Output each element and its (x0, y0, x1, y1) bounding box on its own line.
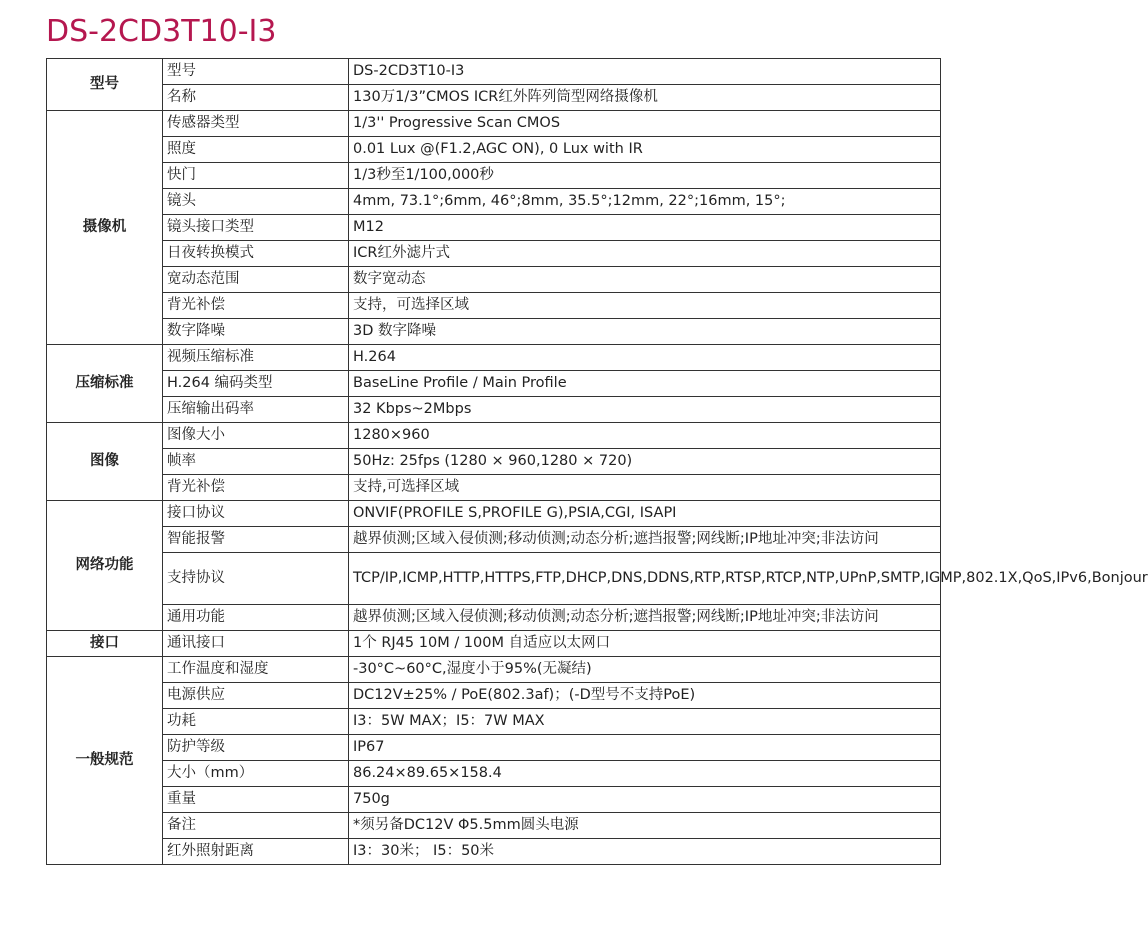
spec-row (47, 397, 941, 423)
spec-label: 数字降噪 (163, 319, 349, 345)
spec-row (47, 813, 941, 839)
page-title: DS-2CD3T10-I3 (46, 14, 277, 49)
spec-label: 镜头 (163, 189, 349, 215)
spec-row (47, 683, 941, 709)
spec-row (47, 553, 941, 605)
spec-label: 快门 (163, 163, 349, 189)
group-label: 压缩标准 (47, 345, 163, 423)
spec-label: 压缩输出码率 (163, 397, 349, 423)
spec-value: 0.01 Lux @(F1.2,AGC ON), 0 Lux with IR (349, 137, 941, 163)
spec-label: 视频压缩标准 (163, 345, 349, 371)
spec-value: 支持，可选择区域 (349, 293, 941, 319)
spec-value: IP67 (349, 735, 941, 761)
spec-label: 型号 (163, 59, 349, 85)
spec-value: 4mm, 73.1°;6mm, 46°;8mm, 35.5°;12mm, 22°;16mm, 15°; (349, 189, 941, 215)
spec-label: 功耗 (163, 709, 349, 735)
spec-value: DS-2CD3T10-I3 (349, 59, 941, 85)
spec-value: BaseLine Profile / Main Profile (349, 371, 941, 397)
spec-label: 备注 (163, 813, 349, 839)
spec-row (47, 241, 941, 267)
spec-value: 1个 RJ45 10M / 100M 自适应以太网口 (349, 631, 941, 657)
spec-value: *须另备DC12V Φ5.5mm圆头电源 (349, 813, 941, 839)
spec-label: 图像大小 (163, 423, 349, 449)
spec-row (47, 371, 941, 397)
spec-value: 50Hz: 25fps (1280 × 960,1280 × 720) (349, 449, 941, 475)
spec-label: 名称 (163, 85, 349, 111)
spec-row (47, 189, 941, 215)
spec-label: 支持协议 (163, 553, 349, 605)
spec-value: 越界侦测;区域入侵侦测;移动侦测;动态分析;遮挡报警;网线断;IP地址冲突;非法访问 (349, 605, 941, 631)
spec-label: 重量 (163, 787, 349, 813)
spec-row (47, 475, 941, 501)
spec-row (47, 709, 941, 735)
spec-row (47, 527, 941, 553)
spec-label: 传感器类型 (163, 111, 349, 137)
group-label: 图像 (47, 423, 163, 501)
spec-value: 1/3'' Progressive Scan CMOS (349, 111, 941, 137)
spec-row (47, 85, 941, 111)
spec-label: 智能报警 (163, 527, 349, 553)
spec-label: 电源供应 (163, 683, 349, 709)
spec-row (47, 319, 941, 345)
spec-label: 接口协议 (163, 501, 349, 527)
group-label: 型号 (47, 59, 163, 111)
spec-value: 750g (349, 787, 941, 813)
spec-value: H.264 (349, 345, 941, 371)
spec-value: 3D 数字降噪 (349, 319, 941, 345)
spec-row (47, 839, 941, 865)
spec-row (47, 293, 941, 319)
spec-value: 数字宽动态 (349, 267, 941, 293)
group-label: 一般规范 (47, 657, 163, 865)
spec-value: -30°C~60°C,湿度小于95%(无凝结) (349, 657, 941, 683)
spec-row (47, 631, 941, 657)
spec-value: 130万1/3”CMOS ICR红外阵列筒型网络摄像机 (349, 85, 941, 111)
spec-row (47, 267, 941, 293)
spec-label: 大小（mm） (163, 761, 349, 787)
spec-label: 通讯接口 (163, 631, 349, 657)
spec-label: 镜头接口类型 (163, 215, 349, 241)
spec-value: DC12V±25% / PoE(802.3af)；(-D型号不支持PoE) (349, 683, 941, 709)
spec-value: 越界侦测;区域入侵侦测;移动侦测;动态分析;遮挡报警;网线断;IP地址冲突;非法访问 (349, 527, 941, 553)
spec-value: 32 Kbps~2Mbps (349, 397, 941, 423)
spec-value: M12 (349, 215, 941, 241)
spec-table (46, 58, 1148, 865)
spec-value: 1/3秒至1/100,000秒 (349, 163, 941, 189)
spec-row (47, 501, 941, 527)
spec-value: I3：5W MAX；I5：7W MAX (349, 709, 941, 735)
spec-label: H.264 编码类型 (163, 371, 349, 397)
spec-value: ONVIF(PROFILE S,PROFILE G),PSIA,CGI, ISAPI (349, 501, 941, 527)
spec-row (47, 59, 941, 85)
group-label: 网络功能 (47, 501, 163, 631)
spec-label: 照度 (163, 137, 349, 163)
spec-label: 红外照射距离 (163, 839, 349, 865)
spec-value: 86.24×89.65×158.4 (349, 761, 941, 787)
spec-value: 支持,可选择区域 (349, 475, 941, 501)
spec-row (47, 163, 941, 189)
spec-value: TCP/IP,ICMP,HTTP,HTTPS,FTP,DHCP,DNS,DDNS,RTP,RTSP,RTCP,NTP,UPnP,SMTP,IGMP,802.1X,QoS,IPv6,Bonjour (349, 553, 941, 605)
spec-label: 日夜转换模式 (163, 241, 349, 267)
spec-label: 通用功能 (163, 605, 349, 631)
spec-value: 1280×960 (349, 423, 941, 449)
spec-label: 背光补偿 (163, 475, 349, 501)
spec-row (47, 761, 941, 787)
spec-row (47, 111, 941, 137)
spec-row (47, 137, 941, 163)
spec-row (47, 449, 941, 475)
spec-label: 背光补偿 (163, 293, 349, 319)
spec-label: 帧率 (163, 449, 349, 475)
spec-row (47, 423, 941, 449)
spec-value: I3：30米； I5：50米 (349, 839, 941, 865)
group-label: 摄像机 (47, 111, 163, 345)
spec-row (47, 605, 941, 631)
spec-row (47, 345, 941, 371)
spec-row (47, 657, 941, 683)
spec-row (47, 735, 941, 761)
group-label: 接口 (47, 631, 163, 657)
spec-label: 防护等级 (163, 735, 349, 761)
spec-row (47, 215, 941, 241)
spec-label: 工作温度和湿度 (163, 657, 349, 683)
spec-value: ICR红外滤片式 (349, 241, 941, 267)
spec-label: 宽动态范围 (163, 267, 349, 293)
spec-row (47, 787, 941, 813)
